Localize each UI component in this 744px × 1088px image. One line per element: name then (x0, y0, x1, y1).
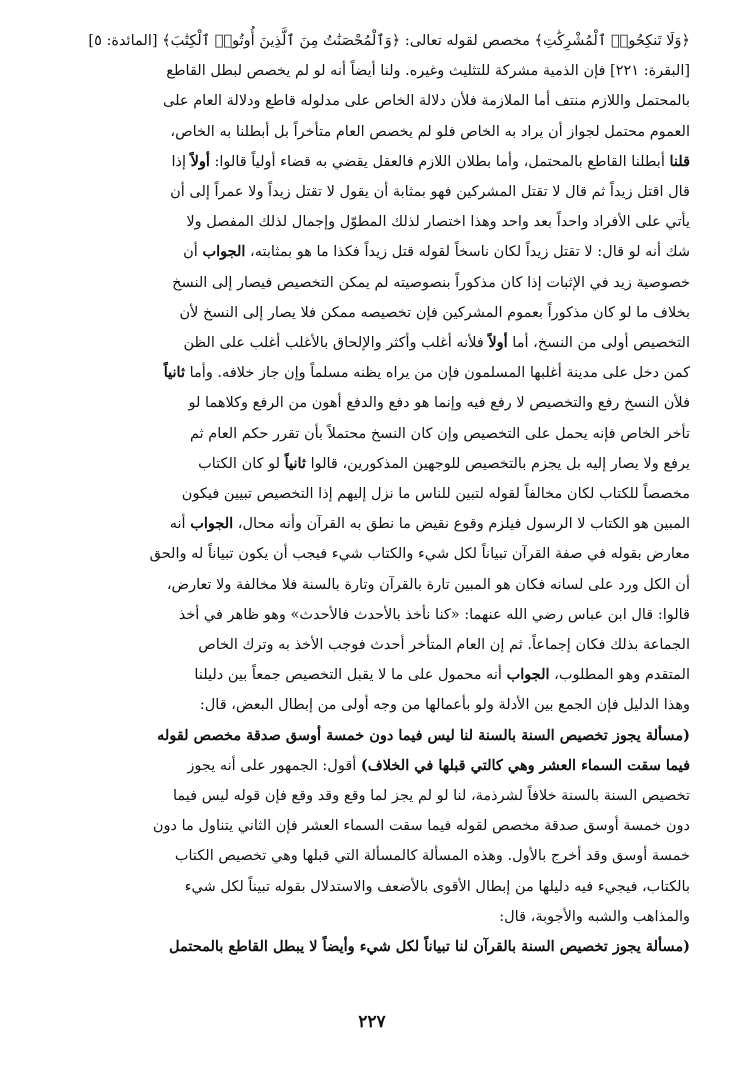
text-line (58, 811, 690, 841)
text-line (58, 86, 690, 116)
text-line (58, 328, 690, 358)
text-run: [البقرة: ٢٢١] فإن الذمية مشركة للتثليث وغيره. ولنا أيضاً أنه لو لم يخصص لبطل القاطع (166, 63, 690, 80)
bold-text: الجواب (202, 243, 246, 261)
text-run: يرفع ولا يصار إليه بل يجزم بالتخصيص للوجهين المذكورين، قالوا (305, 455, 690, 472)
text-line (58, 781, 690, 811)
text-line (58, 237, 690, 267)
bold-text: أولاً (190, 152, 210, 170)
text-line (58, 147, 690, 177)
text-run: وهذا الدليل فإن الجمع بين الأدلة ولو بأعمالها من وجه أولى من إبطال البعض، قال: (199, 697, 690, 714)
text-run: كمن دخل على مدينة أغلبها المسلمون فإن من يراه يظنه مسلماً وإن جاز خلافه. وأما (185, 365, 690, 382)
text-line (58, 388, 690, 418)
bold-text: (مسألة يجوز تخصيص السنة بالقرآن لنا تبياناً لكل شيء وأيضاً لا يبطل القاطع بالمحتمل (169, 938, 690, 956)
text-run: المتقدم وهو المطلوب، (549, 667, 690, 684)
text-run: التخصيص أولى من النسخ، أما (507, 335, 690, 352)
text-line (58, 600, 690, 630)
body-text (58, 26, 690, 962)
bold-text: الجواب (190, 515, 234, 533)
text-line (58, 902, 690, 932)
text-run: أن (183, 244, 203, 261)
text-line (58, 630, 690, 660)
page-number: ٢٢٧ (358, 1012, 386, 1032)
text-run: أنه محمول على ما لا يقبل التخصيص جمعاً بين دليلنا (194, 667, 507, 684)
text-run: تخصيص السنة بالسنة خلافاً لشرذمة، لنا لو لم يجز لما وقع وقد وقع فإن قوله ليس فيما (173, 788, 690, 805)
text-run: مخصصاً للكتاب لكان مخالفاً لقوله لتبين للناس ما نزل إليهم إذا التخصيص تبيين فيكون (181, 486, 690, 503)
text-line (58, 419, 690, 449)
text-line (58, 721, 690, 751)
bold-text: ثانياً (284, 454, 306, 472)
text-run: قال اقتل زيداً ثم قال لا تقتل المشركين فهو بمثابة أن يقول لا تقتل زيداً ولا عمراً إلى أن (170, 184, 690, 201)
text-line (58, 479, 690, 509)
bold-text: ثانياً (163, 364, 185, 382)
text-run: يأتي على الأفراد واحداً بعد واحد وهذا اختصار لذلك المطوّل وإجمال لذلك المفصل ولا (186, 214, 690, 231)
text-run: فلأنه أغلب وأكثر والإلحاق بالأغلب أغلب على الظن (183, 335, 489, 352)
text-line (58, 932, 690, 962)
text-line (58, 207, 690, 237)
text-run: شك أنه لو قال: لا تقتل زيداً لكان ناسخاً لقوله قتل زيداً فكذا ما هو بمثابته، (245, 244, 690, 261)
text-run: أقول: الجمهور على أنه يجوز (187, 757, 361, 774)
text-run: فلأن النسخ رفع والتخصيص لا رفع فيه وإنما هو دفع والدفع أهون من الرفع وكلاهما لو (188, 395, 690, 412)
text-line (58, 26, 690, 56)
text-run: ﴿وَلَا تَنكِحُوا۟ ٱلْمُشْرِكَٰتِ﴾ مخصص لقوله تعالى: ﴿وَٱلْمُحْصَنَٰتُ مِنَ ٱلَّذِينَ أُوتُوا۟ ٱلْكِتَٰبَ﴾ [المائدة: ٥] (88, 33, 690, 49)
text-run: إذا (171, 153, 191, 170)
text-run: خمسة أوسق وقد أخرج بالأول. وهذه المسألة كالمسألة التي قبلها وهي تخصيص الكتاب (174, 848, 690, 865)
text-run: أن الكل ورد على لسانه فكان هو المبين تارة بالقرآن وتارة بالسنة فلا مخالفة ولا تعارض، (166, 576, 690, 593)
text-run: المبين هو الكتاب لا الرسول فيلزم وقوع نقيض ما نطق به القرآن وأنه محال، (233, 516, 690, 533)
text-line (58, 841, 690, 871)
text-run: العموم محتمل لجواز أن يراد به الخاص فلو لم يخصص العام متأخراً بل أبطلنا به الخاص، (170, 123, 690, 140)
text-run: تأخر الخاص فإنه يحمل على التخصيص وإن كان النسخ محتملاً بأن تقرر حكم العام ثم (190, 425, 690, 442)
text-line (58, 268, 690, 298)
text-line (58, 117, 690, 147)
text-line (58, 298, 690, 328)
bold-text: فيما سقت السماء العشر وهي كالتي قبلها في الخلاف) (360, 756, 690, 774)
text-line (58, 872, 690, 902)
document-page (58, 26, 690, 1066)
text-line (58, 509, 690, 539)
text-run: بخلاف ما لو كان مذكوراً بعموم المشركين فإن تخصيصه ممكن فلا يصار إلى النسخ لأن (179, 304, 690, 321)
text-line (58, 177, 690, 207)
text-line (58, 690, 690, 720)
text-run: دون خمسة أوسق صدقة مخصص لقوله فيما سقت السماء العشر فإن الثاني يتناول ما دون (152, 818, 690, 835)
bold-text: قلنا (669, 152, 690, 170)
text-line (58, 660, 690, 690)
text-run: الجماعة بذلك فكان إجماعاً. ثم إن العام المتأخر أحدث فوجب الأخذ به وترك الخاص (198, 637, 690, 654)
text-run: بالمحتمل واللازم منتف أما الملازمة فلأن دلالة الخاص على مدلوله قاطع ودلالة العام على (163, 93, 690, 110)
bold-text: الجواب (506, 666, 550, 684)
text-run: أبطلنا القاطع بالمحتمل، وأما بطلان اللازم فالعقل يقضي به قضاء أولياً قالوا: (209, 153, 670, 170)
text-line (58, 751, 690, 781)
text-run: والمذاهب والشبه والأجوبة، قال: (499, 908, 690, 925)
text-run: قالوا: قال ابن عباس رضي الله عنهما: «كنا نأخذ بالأحدث فالأحدث» وهو ظاهر في أخذ (178, 606, 690, 623)
text-line (58, 570, 690, 600)
text-line (58, 539, 690, 569)
text-run: معارض بقوله في صفة القرآن تبياناً لكل شيء والكتاب شيء فيجب أن يكون تبياناً له والحق (149, 546, 690, 563)
text-run: بالكتاب، فيجيء فيه دليلها من إبطال الأقوى بالأضعف والاستدلال بقوله تبيناً لكل شيء (184, 878, 690, 895)
text-line (58, 358, 690, 388)
text-run: خصوصية زيد في الإثبات إذا كان مذكوراً بنصوصيته لم يمكن التخصيص فيصار إلى النسخ (172, 274, 690, 291)
text-run: أنه (169, 516, 191, 533)
text-line (58, 449, 690, 479)
text-run: لو كان الكتاب (198, 455, 285, 472)
bold-text: (مسألة يجوز تخصيص السنة بالسنة لنا ليس فيما دون خمسة أوسق صدقة مخصص لقوله (157, 726, 690, 744)
text-line (58, 56, 690, 86)
bold-text: أولاً (488, 334, 508, 352)
